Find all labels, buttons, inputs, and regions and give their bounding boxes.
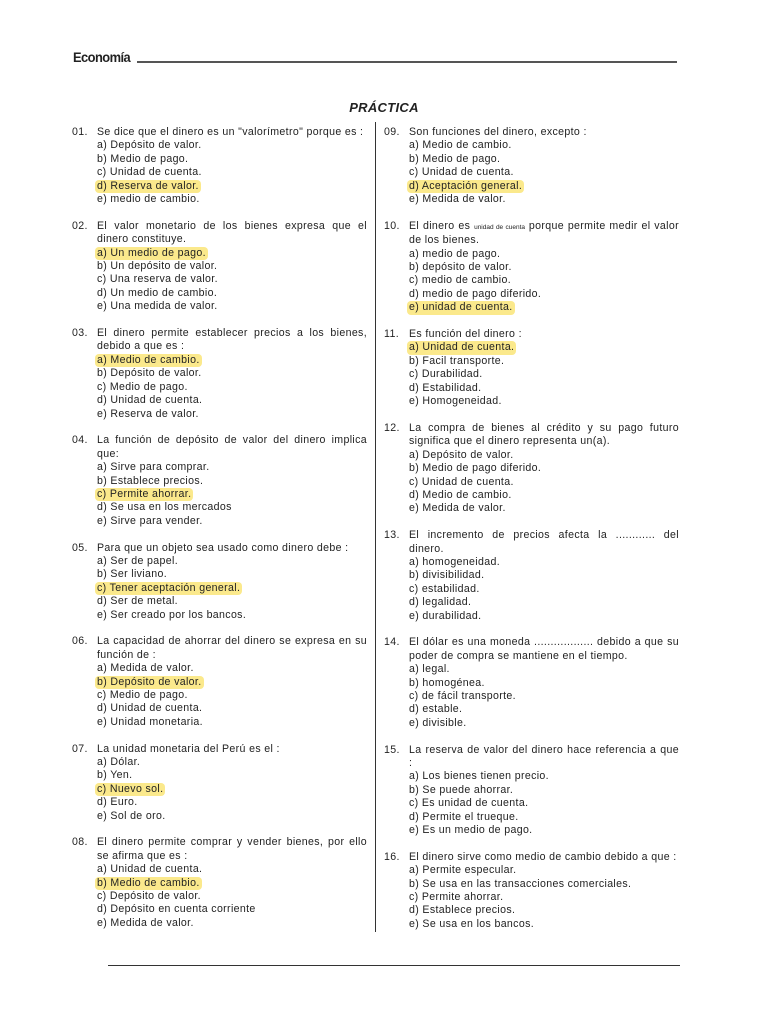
question-number: 13. xyxy=(384,529,400,542)
question-item xyxy=(384,328,679,408)
question-item xyxy=(72,126,367,206)
question-number: 02. xyxy=(72,219,88,232)
question-item xyxy=(384,422,679,516)
answer-option xyxy=(384,677,679,690)
column-divider xyxy=(375,122,376,932)
question-stem xyxy=(384,744,679,771)
answer-option xyxy=(384,556,679,569)
question-number: 12. xyxy=(384,421,400,434)
highlighted-option xyxy=(72,354,367,367)
answer-option xyxy=(384,489,679,502)
question-stem xyxy=(384,126,679,139)
option-text: c) Nuevo sol. xyxy=(97,782,164,795)
question-item xyxy=(72,635,367,729)
question-text-part: Se dice que el dinero es un "valorímetro" porque es : xyxy=(97,126,364,138)
right-column xyxy=(384,126,679,945)
option-text: c) de fácil transporte. xyxy=(409,689,516,702)
question-number: 06. xyxy=(72,635,88,648)
answer-option xyxy=(72,153,367,166)
footer-rule xyxy=(108,965,680,966)
answer-option xyxy=(384,717,679,730)
question-text xyxy=(409,126,679,139)
question-number: 11. xyxy=(384,328,399,341)
question-text xyxy=(97,327,367,354)
question-text xyxy=(97,542,367,555)
answer-option xyxy=(384,502,679,515)
option-text: a) homogeneidad. xyxy=(409,555,501,568)
answer-option xyxy=(72,756,367,769)
question-text-part: El dólar es una moneda .................. debido a que su poder de compra se mantiene en el tiempo. xyxy=(409,636,679,662)
option-text: b) Depósito de valor. xyxy=(97,675,202,688)
option-text: e) Reserva de valor. xyxy=(97,407,199,420)
page-title: PRÁCTICA xyxy=(349,100,419,115)
option-text: a) Un medio de pago. xyxy=(97,246,206,259)
question-number: 09. xyxy=(384,126,400,138)
answer-option xyxy=(72,595,367,608)
option-text: c) Unidad de cuenta. xyxy=(97,166,202,179)
question-text xyxy=(97,836,367,863)
question-text xyxy=(409,744,679,771)
answer-option xyxy=(384,153,679,166)
question-stem xyxy=(384,529,679,556)
question-number: 16. xyxy=(384,850,400,863)
answer-option xyxy=(384,891,679,904)
option-text: c) Medio de pago. xyxy=(97,380,188,393)
answer-option xyxy=(384,690,679,703)
answer-option xyxy=(72,193,367,206)
answer-option xyxy=(72,917,367,930)
answer-option xyxy=(384,770,679,783)
highlighted-option xyxy=(72,180,367,193)
answer-option xyxy=(384,248,679,261)
option-text: b) Se puede ahorrar. xyxy=(409,783,514,796)
question-text-part: La reserva de valor del dinero hace referencia a que : xyxy=(409,743,679,769)
highlighted-option xyxy=(72,877,367,890)
highlighted-option xyxy=(384,180,679,193)
highlighted-option xyxy=(384,341,679,354)
option-text: c) medio de cambio. xyxy=(409,274,512,287)
answer-option xyxy=(72,769,367,782)
answer-option xyxy=(384,824,679,837)
option-text: e) Medida de valor. xyxy=(97,916,194,929)
answer-option xyxy=(384,462,679,475)
option-text: e) Medida de valor. xyxy=(409,502,506,515)
option-text: e) medio de cambio. xyxy=(97,193,200,206)
question-text xyxy=(409,529,679,556)
option-text: a) Unidad de cuenta. xyxy=(97,863,203,876)
question-text-part: Para que un objeto sea usado como dinero debe : xyxy=(97,541,349,554)
question-text-part: El incremento de precios afecta la ............ del dinero. xyxy=(409,529,679,555)
option-text: b) Facil transporte. xyxy=(409,354,505,367)
question-text xyxy=(409,422,679,449)
question-text xyxy=(409,220,679,248)
option-text: d) legalidad. xyxy=(409,596,472,609)
answer-option xyxy=(72,260,367,273)
answer-option xyxy=(384,569,679,582)
question-stem xyxy=(72,743,367,756)
answer-option xyxy=(384,797,679,810)
answer-option xyxy=(72,394,367,407)
answer-option xyxy=(72,475,367,488)
question-stem xyxy=(384,851,679,864)
question-item xyxy=(384,220,679,315)
option-text: d) Aceptación general. xyxy=(409,179,523,192)
option-text: c) estabilidad. xyxy=(409,582,480,595)
answer-option xyxy=(384,395,679,408)
question-text-part: La capacidad de ahorrar del dinero se expresa en su función de : xyxy=(97,635,367,661)
answer-option xyxy=(72,166,367,179)
option-text: d) Euro. xyxy=(97,796,138,809)
option-text: e) Sol de oro. xyxy=(97,809,166,822)
question-text xyxy=(97,434,367,461)
question-stem xyxy=(72,327,367,354)
option-text: e) Medida de valor. xyxy=(409,193,506,206)
option-text: a) Medida de valor. xyxy=(97,662,194,675)
question-text xyxy=(97,635,367,662)
question-text-part: El dinero sirve como medio de cambio debido a que : xyxy=(409,850,677,863)
answer-option xyxy=(384,610,679,623)
question-stem xyxy=(72,434,367,461)
question-text-part: porque permite medir el valor de los bienes. xyxy=(409,219,679,247)
highlighted-option xyxy=(72,783,367,796)
option-text: e) Es un medio de pago. xyxy=(409,824,533,837)
question-item xyxy=(72,434,367,528)
question-text-part: Es función del dinero : xyxy=(409,328,522,341)
question-stem xyxy=(384,220,679,248)
question-text-part: El dinero permite comprar y vender bienes, por ello se afirma que es : xyxy=(97,836,367,862)
option-text: e) Ser creado por los bancos. xyxy=(97,608,247,621)
answer-option xyxy=(72,287,367,300)
answer-option xyxy=(384,368,679,381)
option-text: d) Medio de cambio. xyxy=(409,488,512,501)
option-text: c) Es unidad de cuenta. xyxy=(409,797,529,810)
question-number: 05. xyxy=(72,541,88,554)
answer-option xyxy=(384,449,679,462)
option-text: b) depósito de valor. xyxy=(409,261,512,274)
answer-option xyxy=(384,355,679,368)
option-text: d) estable. xyxy=(409,703,463,716)
question-number: 03. xyxy=(72,327,88,340)
option-text: d) Se usa en los mercados xyxy=(97,501,232,514)
answer-option xyxy=(72,139,367,152)
option-text: b) Depósito de valor. xyxy=(97,367,202,380)
answer-option xyxy=(72,461,367,474)
question-stem xyxy=(72,836,367,863)
question-text-part: El valor monetario de los bienes expresa que el dinero constituye. xyxy=(97,219,367,246)
option-text: a) legal. xyxy=(409,663,450,676)
header-rule xyxy=(137,61,677,63)
answer-option xyxy=(72,381,367,394)
answer-option xyxy=(72,555,367,568)
question-stem xyxy=(384,636,679,663)
option-text: e) durabilidad. xyxy=(409,609,482,622)
option-text: c) Una reserva de valor. xyxy=(97,273,218,286)
answer-option xyxy=(72,662,367,675)
option-text: a) Medio de cambio. xyxy=(97,353,200,366)
answer-option xyxy=(72,501,367,514)
option-text: a) Unidad de cuenta. xyxy=(409,341,515,354)
question-text xyxy=(97,220,367,247)
answer-option xyxy=(384,166,679,179)
option-text: b) divisibilidad. xyxy=(409,569,485,582)
highlighted-option xyxy=(72,247,367,260)
option-text: a) Permite especular. xyxy=(409,864,517,877)
question-stem xyxy=(384,328,679,341)
option-text: e) Homogeneidad. xyxy=(409,395,502,408)
option-text: c) Permite ahorrar. xyxy=(409,891,504,904)
option-text: b) homogénea. xyxy=(409,676,485,689)
question-stem xyxy=(72,542,367,555)
answer-option xyxy=(384,904,679,917)
answer-option xyxy=(384,476,679,489)
option-text: d) Ser de metal. xyxy=(97,595,178,608)
option-text: d) medio de pago diferido. xyxy=(409,287,542,300)
answer-option xyxy=(384,382,679,395)
question-text xyxy=(97,126,367,139)
question-number: 14. xyxy=(384,636,400,649)
question-number: 04. xyxy=(72,434,88,447)
question-stem xyxy=(384,422,679,449)
option-text: a) Medio de cambio. xyxy=(409,139,512,152)
question-stem xyxy=(72,126,367,139)
question-item xyxy=(72,743,367,823)
option-text: b) Establece precios. xyxy=(97,474,204,487)
question-text-part: El dinero permite establecer precios a los bienes, debido a que es : xyxy=(97,327,367,353)
question-number: 08. xyxy=(72,836,88,849)
option-text: b) Yen. xyxy=(97,769,133,782)
answer-option xyxy=(72,367,367,380)
answer-option xyxy=(72,609,367,622)
option-text: a) Dólar. xyxy=(97,756,141,768)
answer-option xyxy=(384,811,679,824)
answer-option xyxy=(72,300,367,313)
option-text: a) Los bienes tienen precio. xyxy=(409,770,549,783)
subject-header: Economía xyxy=(73,49,131,65)
question-item xyxy=(384,529,679,623)
question-item xyxy=(384,744,679,838)
option-text: c) Permite ahorrar. xyxy=(97,487,192,500)
option-text: c) Depósito de valor. xyxy=(97,890,201,903)
option-text: d) Un medio de cambio. xyxy=(97,286,218,299)
answer-option xyxy=(72,810,367,823)
question-number: 10. xyxy=(384,219,400,232)
answer-option xyxy=(384,288,679,301)
option-text: a) Ser de papel. xyxy=(97,554,178,567)
option-text: c) Unidad de cuenta. xyxy=(409,475,514,488)
answer-option xyxy=(72,863,367,876)
highlighted-option xyxy=(72,676,367,689)
answer-option xyxy=(72,273,367,286)
answer-option xyxy=(72,515,367,528)
option-text: a) medio de pago. xyxy=(409,247,501,260)
answer-option xyxy=(384,703,679,716)
option-text: b) Medio de pago. xyxy=(409,152,501,165)
answer-option xyxy=(72,796,367,809)
option-text: e) Se usa en los bancos. xyxy=(409,917,535,930)
option-text: d) Estabilidad. xyxy=(409,381,482,394)
option-text: c) Unidad de cuenta. xyxy=(409,166,514,179)
answer-option xyxy=(72,568,367,581)
option-text: c) Durabilidad. xyxy=(409,368,483,381)
question-number: 01. xyxy=(72,126,88,138)
question-text-part: Son funciones del dinero, excepto : xyxy=(409,126,587,138)
option-text: a) Sirve para comprar. xyxy=(97,461,210,474)
option-text: d) Unidad de cuenta. xyxy=(97,702,203,715)
answer-option xyxy=(384,596,679,609)
answer-option xyxy=(384,784,679,797)
answer-option xyxy=(384,261,679,274)
option-text: c) Medio de pago. xyxy=(97,688,188,701)
question-text-part: La unidad monetaria del Perú es el : xyxy=(97,742,280,755)
option-text: d) Unidad de cuenta. xyxy=(97,394,203,407)
question-number: 07. xyxy=(72,742,88,755)
option-text: b) Se usa en las transacciones comerciales. xyxy=(409,877,632,890)
option-text: c) Tener aceptación general. xyxy=(97,581,241,594)
question-stem xyxy=(72,220,367,247)
question-text xyxy=(97,743,367,756)
answer-option xyxy=(72,716,367,729)
answer-option xyxy=(72,702,367,715)
answer-option xyxy=(384,918,679,931)
answer-option xyxy=(384,864,679,877)
option-text: b) Medio de pago. xyxy=(97,152,189,165)
answer-option xyxy=(72,408,367,421)
question-item xyxy=(72,327,367,421)
question-item xyxy=(384,126,679,206)
answer-option xyxy=(384,193,679,206)
handwritten-fill: unidad de cuenta xyxy=(474,223,526,231)
option-text: d) Permite el trueque. xyxy=(409,810,519,823)
option-text: d) Reserva de valor. xyxy=(97,179,199,192)
option-text: b) Medio de cambio. xyxy=(97,876,200,889)
question-text-part: La función de depósito de valor del dinero implica que: xyxy=(97,434,367,460)
option-text: e) Unidad monetaria. xyxy=(97,715,203,728)
option-text: e) unidad de cuenta. xyxy=(409,301,513,314)
question-item xyxy=(72,220,367,314)
answer-option xyxy=(384,663,679,676)
option-text: a) Depósito de valor. xyxy=(97,139,202,152)
answer-option xyxy=(72,890,367,903)
question-text xyxy=(409,328,679,341)
question-item xyxy=(384,851,679,931)
highlighted-option xyxy=(72,488,367,501)
answer-option xyxy=(384,139,679,152)
option-text: b) Medio de pago diferido. xyxy=(409,462,542,475)
option-text: b) Ser liviano. xyxy=(97,568,168,581)
question-text-part: El dinero es xyxy=(409,219,471,232)
answer-option xyxy=(72,689,367,702)
question-text xyxy=(409,636,679,663)
option-text: d) Establece precios. xyxy=(409,904,516,917)
option-text: e) divisible. xyxy=(409,716,467,729)
highlighted-option xyxy=(384,301,679,314)
option-text: e) Una medida de valor. xyxy=(97,300,218,313)
answer-option xyxy=(384,274,679,287)
option-text: b) Un depósito de valor. xyxy=(97,260,218,273)
question-number: 15. xyxy=(384,743,400,756)
left-column xyxy=(72,126,367,944)
question-item xyxy=(72,542,367,622)
question-item xyxy=(384,636,679,730)
option-text: a) Depósito de valor. xyxy=(409,448,514,461)
question-text xyxy=(409,851,679,864)
option-text: d) Depósito en cuenta corriente xyxy=(97,903,256,916)
question-stem xyxy=(72,635,367,662)
option-text: e) Sirve para vender. xyxy=(97,514,203,527)
answer-option xyxy=(384,878,679,891)
answer-option xyxy=(384,583,679,596)
question-text-part: La compra de bienes al crédito y su pago futuro significa que el dinero representa un(a). xyxy=(409,421,679,448)
highlighted-option xyxy=(72,582,367,595)
question-item xyxy=(72,836,367,930)
answer-option xyxy=(72,903,367,916)
